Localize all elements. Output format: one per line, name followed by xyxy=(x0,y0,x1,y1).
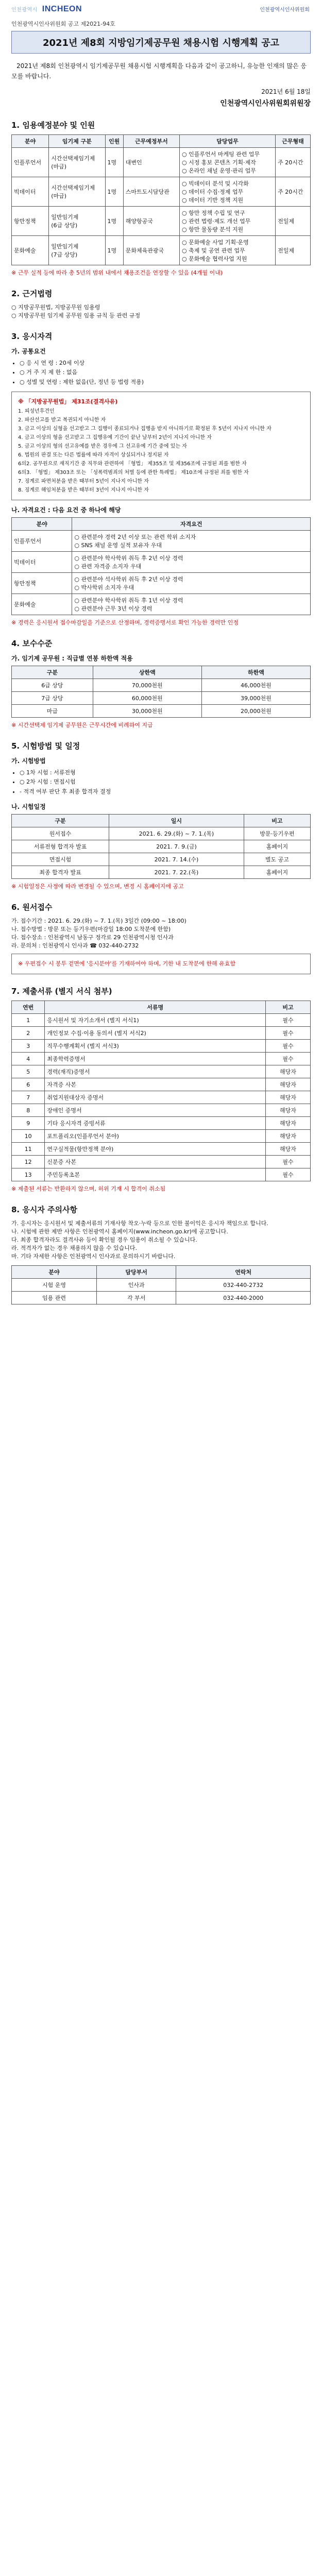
cell: 60,000천원 xyxy=(93,691,201,704)
salary-table xyxy=(11,666,311,718)
cell: 해당자 xyxy=(265,1078,310,1091)
schedule-note: ※ 시험일정은 사정에 따라 변경될 수 있으며, 변경 시 홈페이지에 공고 xyxy=(11,883,184,890)
cell: 마급 xyxy=(12,704,93,717)
cell: 신분증 사본 xyxy=(45,1156,266,1168)
cell: 2 xyxy=(12,1027,45,1040)
disqualification-line: 2. 파산선고를 받고 복권되지 아니한 자 xyxy=(18,417,106,423)
disqualification-line: 3. 금고 이상의 실형을 선고받고 그 집행이 종료되거나 집행을 받지 아니하기로 확정된 후 5년이 지나지 아니한 자 xyxy=(18,426,272,432)
documents-header-row xyxy=(12,1001,311,1014)
section-title-3: 3. 응시자격 xyxy=(11,331,53,341)
cell: 직무수행계획서 (별지 서식3) xyxy=(45,1040,266,1053)
cell: 5 xyxy=(12,1065,45,1078)
exam-item: • - 적격 여부 판단 후 최종 합격자 결정 xyxy=(20,787,311,797)
cell: ○ 문화예술 사업 기획·운영 ○ 축제 및 공연 관련 업무 ○ 문화예술 협력사업 지원 xyxy=(179,235,275,265)
table-row xyxy=(12,206,311,235)
table-row xyxy=(12,1168,311,1181)
cell: 필수 xyxy=(265,1168,310,1181)
cell: 홈페이지 xyxy=(244,840,310,853)
positions-table xyxy=(11,134,311,265)
notice-number: 인천광역시인사위원회 공고 제2021-94호 xyxy=(11,21,115,27)
section-title-4: 4. 보수수준 xyxy=(11,638,53,648)
exam-item: • ○ 2차 시험 : 면접시험 xyxy=(20,777,311,787)
caution-item: 마. 기타 자세한 사항은 인천광역시 인사과로 문의하시기 바랍니다. xyxy=(11,1253,176,1260)
cell: 해양항공국 xyxy=(123,206,179,235)
cell: 032-440-2732 xyxy=(176,1279,311,1292)
cell: 장애인 증명서 xyxy=(45,1104,266,1117)
contact-header-row xyxy=(12,1266,311,1279)
section-positions xyxy=(11,120,311,277)
eligibility-item: • ○ 응 시 연 령 : 20세 이상 xyxy=(20,359,311,368)
cell: 해당자 xyxy=(265,1117,310,1130)
cell: 최종학력증명서 xyxy=(45,1053,266,1065)
cell: 응시원서 및 자기소개서 (별지 서식1) xyxy=(45,1014,266,1027)
table-row xyxy=(12,1040,311,1053)
cell: 46,000천원 xyxy=(201,679,310,691)
cell: 대변인 xyxy=(123,147,179,177)
table-row xyxy=(12,551,311,572)
disqualification-line: 8. 징계로 해임처분을 받은 때부터 3년이 지나지 아니한 자 xyxy=(18,487,149,493)
section-title-1: 1. 임용예정분야 및 인원 xyxy=(11,120,95,130)
table-row xyxy=(12,1014,311,1027)
application-warning: ※ 우편접수 시 봉투 겉면에 '응시분야'를 기재하여야 하며, 기한 내 도착분에 한해 유효함 xyxy=(11,954,311,975)
requirements-table xyxy=(11,517,311,615)
table-row xyxy=(12,1130,311,1143)
cell: 인플루언서 xyxy=(12,530,72,551)
cell: ○ 관련분야 학사학위 취득 후 2년 이상 경력 ○ 관련 자격증 소지자 우대 xyxy=(72,551,311,572)
cell: ○ 빅데이터 분석 및 시각화 ○ 데이터 수집·정제 업무 ○ 데이터 기반 정책 지원 xyxy=(179,177,275,206)
cell: 9 xyxy=(12,1117,45,1130)
cell: 홈페이지 xyxy=(244,866,310,878)
table-row xyxy=(12,1078,311,1091)
table-row xyxy=(12,1091,311,1104)
header-cell: 임기제 구분 xyxy=(49,134,105,147)
table-row xyxy=(12,177,311,206)
section-eligibility xyxy=(11,331,311,626)
cell: 주 20시간 xyxy=(276,177,311,206)
cell: 30,000천원 xyxy=(93,704,201,717)
disqualification-line: 6의3. 「형법」 제303조 또는 「성폭력범죄의 처벌 등에 관한 특례법」 제10조에 규정된 죄를 범한 자 xyxy=(18,469,249,476)
cell: 시간선택제임기제 (마급) xyxy=(49,177,105,206)
intro-paragraph: 2021년 제8회 인천광역시 임기제공무원 채용시험 시행계획을 다음과 같이 공고하니, 유능한 인재의 많은 응모를 바랍니다. xyxy=(11,62,307,80)
documents-note: ※ 제출된 서류는 반환하지 않으며, 허위 기재 시 합격이 취소됨 xyxy=(11,1185,166,1193)
contact-table xyxy=(11,1265,311,1304)
cell: 1명 xyxy=(105,177,123,206)
cell: 1명 xyxy=(105,235,123,265)
table-row xyxy=(12,679,311,691)
cell: 8 xyxy=(12,1104,45,1117)
cell: 전일제 xyxy=(276,206,311,235)
cell: 7급 상당 xyxy=(12,691,93,704)
header-cell: 일시 xyxy=(109,814,244,827)
cell: 개인정보 수집·이용 동의서 (별지 서식2) xyxy=(45,1027,266,1040)
schedule-table xyxy=(11,814,311,879)
cell: 포트폴리오(인플루언서 분야) xyxy=(45,1130,266,1143)
cell: 항만정책 xyxy=(12,572,72,594)
cell: 최종 합격자 발표 xyxy=(12,866,109,878)
table-row xyxy=(12,147,311,177)
cell: 032-440-2000 xyxy=(176,1292,311,1304)
table-row xyxy=(12,1143,311,1156)
exam-list xyxy=(11,768,311,797)
cell: 13 xyxy=(12,1168,45,1181)
notice-organization: 인천광역시인사위원회위원장 xyxy=(220,99,311,108)
cell: 별도 공고 xyxy=(244,853,310,866)
cell: 문화체육관광국 xyxy=(123,235,179,265)
eligibility-common-title: 가. 공통요건 xyxy=(11,347,46,355)
table-row xyxy=(12,1156,311,1168)
table-row xyxy=(12,235,311,265)
cell: 전일제 xyxy=(276,235,311,265)
cell: 시험 운영 xyxy=(12,1279,97,1292)
application-line: 다. 접수장소 : 인천광역시 남동구 정각로 29 인천광역시청 인사과 xyxy=(11,934,174,941)
header-cell: 근무형태 xyxy=(276,134,311,147)
header-cell: 분야 xyxy=(12,517,72,530)
section-cautions xyxy=(11,1204,311,1304)
caution-item: 가. 응시자는 응시원서 및 제출서류의 기재사항 착오·누락 등으로 인한 불이익은 응시자 책임으로 합니다. xyxy=(11,1220,268,1227)
section-salary xyxy=(11,638,311,729)
cell: 10 xyxy=(12,1130,45,1143)
cell: 시간선택제임기제 (마급) xyxy=(49,147,105,177)
header-cell: 구분 xyxy=(12,814,109,827)
cell: 스마트도시담당관 xyxy=(123,177,179,206)
section-title-7: 7. 제출서류 (별지 서식 첨부) xyxy=(11,987,112,996)
page-title: 2021년 제8회 지방임기제공무원 채용시험 시행계획 공고 xyxy=(11,31,311,54)
table-row xyxy=(12,866,311,878)
table-row xyxy=(12,1104,311,1117)
salary-note: ※ 시간선택제 임기제 공무원은 근무시간에 비례하여 지급 xyxy=(11,721,153,728)
cell: 항만정책 xyxy=(12,206,49,235)
disqualification-line: 6. 법원의 판결 또는 다른 법률에 따라 자격이 상실되거나 정지된 자 xyxy=(18,452,169,458)
disqualification-line: 4. 금고 이상의 형을 선고받고 그 집행유예 기간이 끝난 날부터 2년이 지나지 아니한 자 xyxy=(18,434,212,440)
cell: 6 xyxy=(12,1078,45,1091)
cell: 해당자 xyxy=(265,1104,310,1117)
cell: 서류전형 합격자 발표 xyxy=(12,840,109,853)
logo-sub: 인천광역시 xyxy=(11,7,38,13)
cell: 필수 xyxy=(265,1040,310,1053)
cell: 일반임기제 (7급 상당) xyxy=(49,235,105,265)
disqualification-line: 1. 피성년후견인 xyxy=(18,408,55,414)
cell: 필수 xyxy=(265,1027,310,1040)
cell: 방문·등기우편 xyxy=(244,827,310,840)
section-documents xyxy=(11,986,311,1193)
table-row xyxy=(12,1027,311,1040)
committee-name: 인천광역시인사위원회 xyxy=(260,7,310,13)
cell: 경력(재직)증명서 xyxy=(45,1065,266,1078)
application-line: 가. 접수기간 : 2021. 6. 29.(화) ~ 7. 1.(목) 3일간 (09:00 ~ 18:00) xyxy=(11,917,187,924)
cell: ○ 인플루언서 마케팅 관련 업무 ○ 시정 홍보 콘텐츠 기획·제작 ○ 온라인 채널 운영·관리 업무 xyxy=(179,147,275,177)
exam-item: • ○ 1차 시험 : 서류전형 xyxy=(20,768,311,778)
documents-table xyxy=(11,1001,311,1181)
cell: 7 xyxy=(12,1091,45,1104)
cell: 6급 상당 xyxy=(12,679,93,691)
table-row xyxy=(12,594,311,615)
cell: 빅데이터 xyxy=(12,177,49,206)
cell: 해당자 xyxy=(265,1143,310,1156)
cell: 해당자 xyxy=(265,1091,310,1104)
cell: 3 xyxy=(12,1040,45,1053)
cell: 해당자 xyxy=(265,1065,310,1078)
header-cell: 상한액 xyxy=(93,666,201,679)
section-law xyxy=(11,288,311,319)
section-title-2: 2. 근거법령 xyxy=(11,289,53,298)
cell: 2021. 6. 29.(화) ~ 7. 1.(목) xyxy=(109,827,244,840)
cell: 2021. 7. 9.(금) xyxy=(109,840,244,853)
cell: 11 xyxy=(12,1143,45,1156)
table-row xyxy=(12,853,311,866)
header-cell: 인원 xyxy=(105,134,123,147)
cell: 1명 xyxy=(105,147,123,177)
cell: 취업지원대상자 증명서 xyxy=(45,1091,266,1104)
table-row xyxy=(12,827,311,840)
salary-lead: 가. 임기제 공무원 : 직급별 연봉 하한액 적용 xyxy=(11,654,133,662)
disqualification-line: 5. 금고 이상의 형의 선고유예를 받은 경우에 그 선고유예 기간 중에 있는 자 xyxy=(18,443,187,449)
header-cell: 담당부서 xyxy=(96,1266,176,1279)
caution-item: 다. 최종 합격자라도 결격사유 등이 확인될 경우 임용이 취소될 수 있습니다. xyxy=(11,1236,197,1244)
section-title-8: 8. 응시자 주의사항 xyxy=(11,1205,78,1215)
exam-lead: 가. 시험방법 xyxy=(11,757,46,765)
section-application xyxy=(11,902,311,975)
disqualification-box xyxy=(11,392,311,500)
cell: 문화예술 xyxy=(12,594,72,615)
top-bar xyxy=(11,0,311,19)
cell: 빅데이터 xyxy=(12,551,72,572)
positions-header-row xyxy=(12,134,311,147)
cell: 인사과 xyxy=(96,1279,176,1292)
cell: ○ 관련분야 석사학위 취득 후 2년 이상 경력 ○ 박사학위 소지자 우대 xyxy=(72,572,311,594)
positions-note: ※ 근무 실적 등에 따라 총 5년의 범위 내에서 채용조건을 연장할 수 있음 (4개월 이내) xyxy=(11,269,223,276)
cell: 2021. 7. 22.(목) xyxy=(109,866,244,878)
table-row xyxy=(12,1279,311,1292)
caution-item: 라. 적격자가 없는 경우 채용하지 않을 수 있습니다. xyxy=(11,1245,137,1252)
cell: 각 부서 xyxy=(96,1292,176,1304)
cell: 주민등록초본 xyxy=(45,1168,266,1181)
cell: ○ 관련분야 경력 2년 이상 또는 관련 학위 소지자 ○ SNS 채널 운영 실적 보유자 우대 xyxy=(72,530,311,551)
header-cell: 연번 xyxy=(12,1001,45,1014)
table-row xyxy=(12,691,311,704)
salary-header-row xyxy=(12,666,311,679)
cell: 39,000천원 xyxy=(201,691,310,704)
cell: 12 xyxy=(12,1156,45,1168)
table-row xyxy=(12,572,311,594)
incheon-logo xyxy=(11,5,82,14)
cell: 인플루언서 xyxy=(12,147,49,177)
table-row xyxy=(12,1117,311,1130)
cell: 자격증 사본 xyxy=(45,1078,266,1091)
cell: 필수 xyxy=(265,1014,310,1027)
cell: 1명 xyxy=(105,206,123,235)
header-cell: 근무예정부서 xyxy=(123,134,179,147)
header-cell: 분야 xyxy=(12,1266,97,1279)
header-cell: 비고 xyxy=(244,814,310,827)
cell: 문화예술 xyxy=(12,235,49,265)
table-row xyxy=(12,1065,311,1078)
cell: 20,000천원 xyxy=(201,704,310,717)
disqualification-line: 7. 징계로 파면처분을 받은 때부터 5년이 지나지 아니한 자 xyxy=(18,478,149,484)
table-row xyxy=(12,840,311,853)
cell: 70,000천원 xyxy=(93,679,201,691)
cell: 연구실적물(항만정책 분야) xyxy=(45,1143,266,1156)
cell: 1 xyxy=(12,1014,45,1027)
application-line: 나. 접수방법 : 방문 또는 등기우편(마감일 18:00 도착분에 한함) xyxy=(11,925,171,933)
eligibility-note: ※ 경력은 응시원서 접수마감일을 기준으로 산정하며, 경력증명서로 확인 가능한 경력만 인정 xyxy=(11,619,239,626)
section-title-5: 5. 시험방법 및 일정 xyxy=(11,741,80,751)
law-item: ○ 지방공무원법, 지방공무원 임용령 xyxy=(11,303,100,311)
law-item: ○ 지방공무원 임기제 공무원 임용 규칙 등 관련 규정 xyxy=(11,312,141,319)
schedule-title: 나. 시험일정 xyxy=(11,803,46,810)
cell: 주 20시간 xyxy=(276,147,311,177)
cell: 2021. 7. 14.(수) xyxy=(109,853,244,866)
cell: 원서접수 xyxy=(12,827,109,840)
table-row xyxy=(12,1053,311,1065)
header-cell: 비고 xyxy=(265,1001,310,1014)
header-cell: 하한액 xyxy=(201,666,310,679)
cell: 기타 응시자격 증빙서류 xyxy=(45,1117,266,1130)
section-exam xyxy=(11,740,311,890)
notice-date: 2021년 6월 18일 xyxy=(261,88,311,95)
header-cell: 담당업무 xyxy=(179,134,275,147)
table-row xyxy=(12,530,311,551)
eligibility-item: • ○ 거 주 지 제 한 : 없음 xyxy=(20,368,311,378)
cell: 면접시험 xyxy=(12,853,109,866)
application-line: 라. 문의처 : 인천광역시 인사과 ☎ 032-440-2732 xyxy=(11,942,139,949)
header-cell: 구분 xyxy=(12,666,93,679)
header-cell: 자격요건 xyxy=(72,517,311,530)
cell: ○ 항만 정책 수립 및 연구 ○ 관련 법령·제도 개선 업무 ○ 항만 물동량 분석 지원 xyxy=(179,206,275,235)
eligibility-item: • ○ 성별 및 연령 : 제한 없음(단, 정년 등 법령 적용) xyxy=(20,378,311,387)
cell: ○ 관련분야 학사학위 취득 후 1년 이상 경력 ○ 관련분야 근무 3년 이상 경력 xyxy=(72,594,311,615)
schedule-header-row xyxy=(12,814,311,827)
cell: 해당자 xyxy=(265,1130,310,1143)
cell: 4 xyxy=(12,1053,45,1065)
disqualification-line: 6의2. 공무원으로 재직기간 중 직무와 관련하여 「형법」 제355조 및 제356조에 규정된 죄를 범한 자 xyxy=(18,461,247,467)
table-row xyxy=(12,1292,311,1304)
header-cell: 서류명 xyxy=(45,1001,266,1014)
cell: 필수 xyxy=(265,1053,310,1065)
header-cell: 분야 xyxy=(12,134,49,147)
logo-main: INCHEON xyxy=(42,5,82,13)
requirements-header-row xyxy=(12,517,311,530)
cell: 임용 관련 xyxy=(12,1292,97,1304)
cell: 필수 xyxy=(265,1156,310,1168)
section-title-6: 6. 원서접수 xyxy=(11,902,53,912)
caution-item: 나. 시험에 관한 제반 사항은 인천광역시 홈페이지(www.incheon.go.kr)에 공고합니다. xyxy=(11,1228,228,1235)
eligibility-list xyxy=(11,359,311,387)
eligibility-req-title: 나. 자격요건 : 다음 요건 중 하나에 해당 xyxy=(11,506,121,514)
table-row xyxy=(12,704,311,717)
header-cell: 연락처 xyxy=(176,1266,311,1279)
cell: 일반임기제 (6급 상당) xyxy=(49,206,105,235)
disqualification-title: ※ 「지방공무원법」 제31조(결격사유) xyxy=(18,398,118,405)
